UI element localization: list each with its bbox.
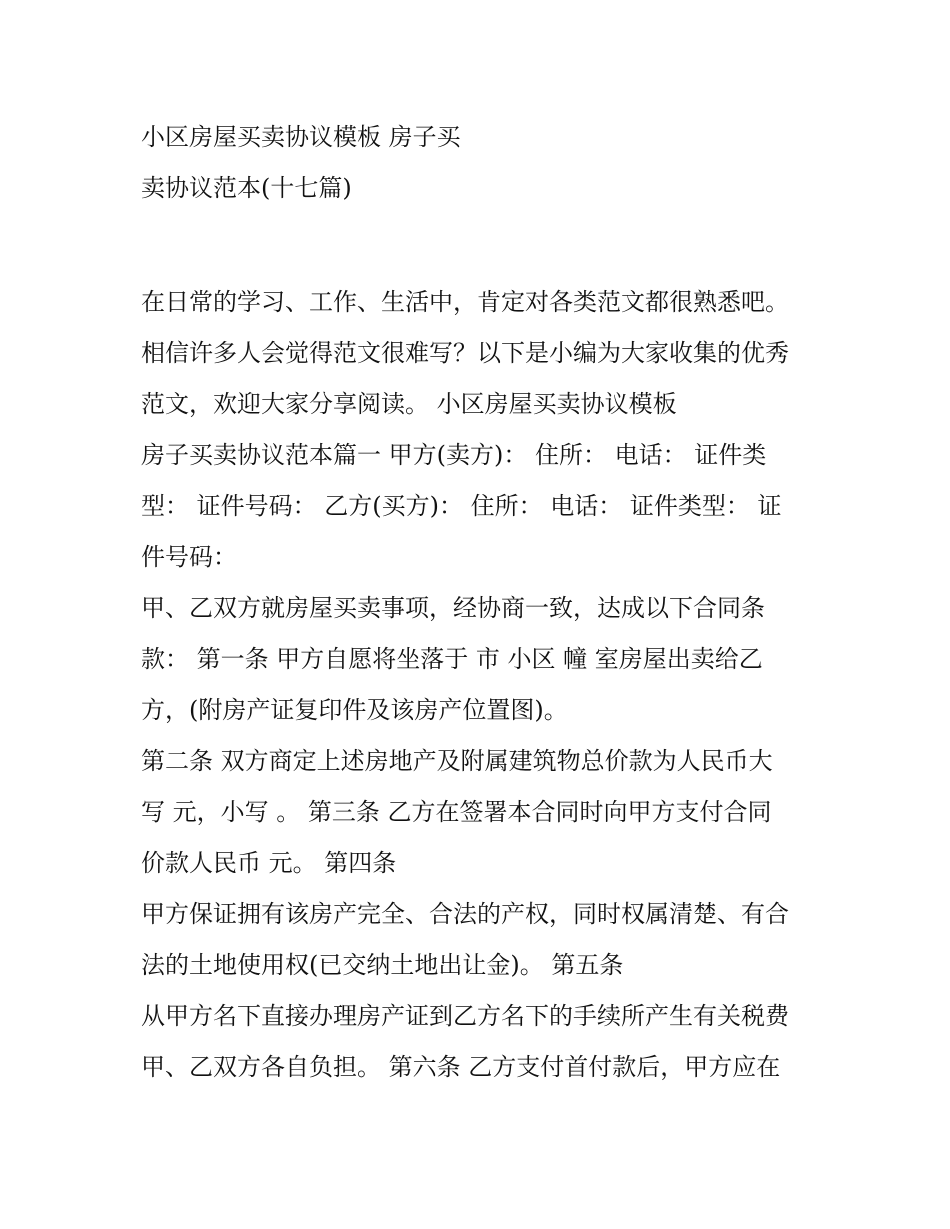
- body-line: 价款人民币 元。 第四条: [141, 849, 397, 877]
- body-line: 款： 第一条 甲方自愿将坐落于 市 小区 幢 室房屋出卖给乙: [141, 645, 763, 673]
- body-line: 型： 证件号码： 乙方(买方)： 住所： 电话： 证件类型： 证: [141, 492, 782, 520]
- title-line-1: 小区房屋买卖协议模板 房子买: [141, 123, 461, 151]
- document-title: [141, 112, 831, 214]
- body-line: 第二条 双方商定上述房地产及附属建筑物总价款为人民币大: [141, 747, 773, 775]
- body-line: 写 元，小写 。 第三条 乙方在签署本合同时向甲方支付合同: [141, 798, 772, 826]
- body-line: 范文，欢迎大家分享阅读。 小区房屋买卖协议模板: [141, 390, 677, 418]
- body-line: 房子买卖协议范本篇一 甲方(卖方)： 住所： 电话： 证件类: [141, 441, 767, 469]
- body-line: 从甲方名下直接办理房产证到乙方名下的手续所产生有关税费: [141, 1002, 789, 1030]
- body-line: 在日常的学习、工作、生活中，肯定对各类范文都很熟悉吧。: [141, 288, 789, 316]
- body-line: 方，(附房产证复印件及该房产位置图)。: [141, 696, 568, 724]
- body-line: 甲方保证拥有该房产完全、合法的产权，同时权属清楚、有合: [141, 900, 789, 928]
- title-line-2: 卖协议范本(十七篇): [141, 174, 352, 202]
- body-line: 法的土地使用权(已交纳土地出让金)。 第五条: [141, 951, 624, 979]
- body-line: 甲、乙双方各自负担。 第六条 乙方支付首付款后，甲方应在: [141, 1053, 781, 1081]
- document-body: [141, 277, 831, 1093]
- body-line: 件号码：: [141, 543, 237, 571]
- body-line: 甲、乙双方就房屋买卖事项，经协商一致，达成以下合同条: [141, 594, 765, 622]
- body-line: 相信许多人会觉得范文很难写？以下是小编为大家收集的优秀: [141, 339, 789, 367]
